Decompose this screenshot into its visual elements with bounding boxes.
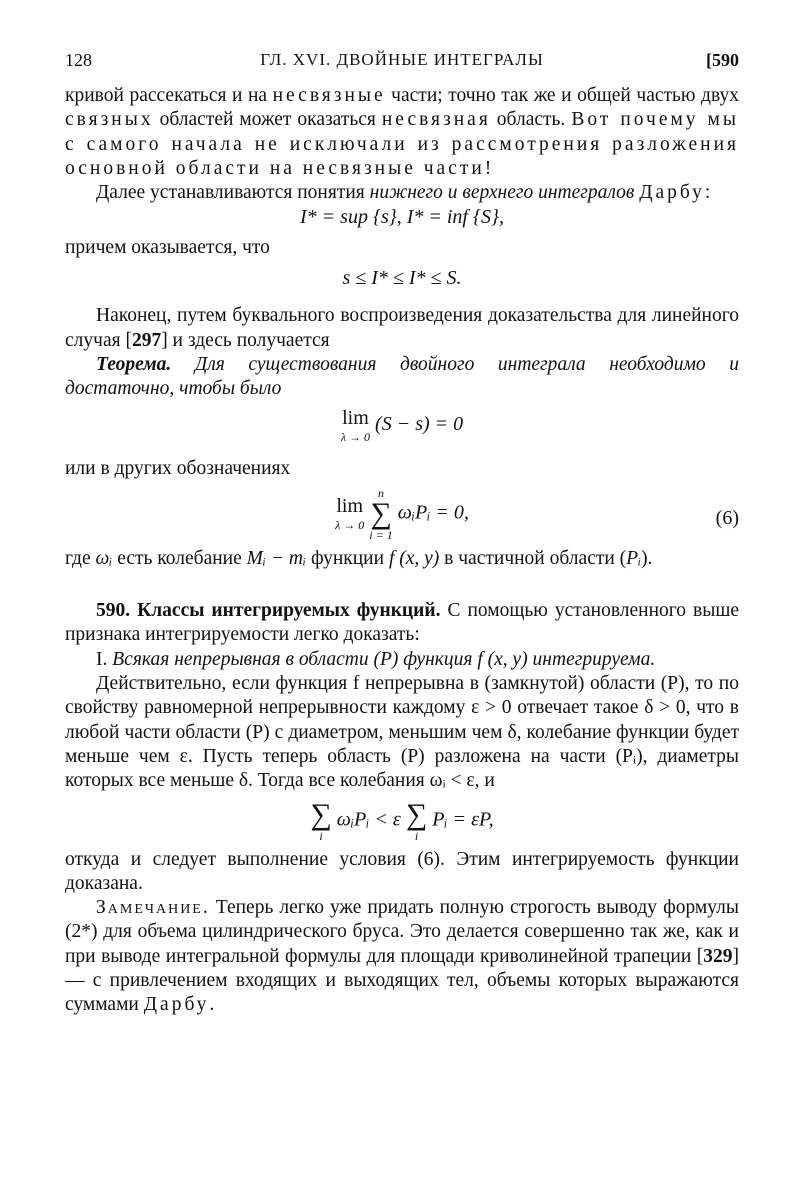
- formula-limit-S-s: lim λ → 0 (S − s) = 0: [340, 406, 464, 444]
- formula-sup-inf: I* = sup {s}, I* = inf {S},: [300, 206, 504, 229]
- formula-sum-estimate: ∑ i ωᵢPᵢ < ε ∑ i Pᵢ = εP,: [310, 797, 494, 843]
- remark: Замечание. Теперь легко уже придать полную строгость выводу формулы (2*) для объема цилиндрического бруса. Это делается совершенно так же, как и при выводе интегральной формулы для площади криволинейной трапеции [329] — с привлечением входящих и выходящих тел, объемы которых выражаются суммами Дарбу.: [65, 897, 739, 1016]
- page-number: 128: [65, 50, 92, 70]
- section-heading: 590. Классы интегрируемых функций.: [96, 600, 441, 622]
- paragraph-oscillation: где ωᵢ есть колебание Mᵢ − mᵢ функции f (x, y) в частичной области (Pᵢ).: [65, 547, 653, 569]
- paragraph-finally: Наконец, путем буквального воспроизведения доказательства для линейного случая [297] и здесь получается: [65, 305, 739, 351]
- limit-operator: lim λ → 0: [340, 406, 371, 444]
- paragraph-conclusion: откуда и следует выполнение условия (6). Этим интегрируемость функции доказана.: [65, 848, 739, 894]
- paragraph-proof: Действительно, если функция f непрерывна в (замкнутой) области (P), то по свойству равномерной непрерывности каждому ε > 0 отвечает такое δ > 0, что в любой части области (P) с диаметром, меньшим чем δ, колебание функции будет меньше чем ε. Пусть теперь область (P) разложена на части (Pᵢ), диаметры которых все меньше δ. Тогда все колебания ωᵢ < ε, и: [65, 673, 739, 792]
- sum-operator: ∑ i: [405, 797, 428, 843]
- chapter-title: ГЛ. XVI. ДВОЙНЫЕ ИНТЕГРАЛЫ: [260, 50, 544, 69]
- section-marker: [590: [706, 50, 739, 70]
- formula-inequality: s ≤ I* ≤ I* ≤ S.: [342, 267, 462, 290]
- paragraph-other-notation: или в других обозначениях: [65, 457, 291, 479]
- sum-operator: ∑ i: [310, 797, 332, 843]
- equation-number: (6): [715, 506, 739, 529]
- paragraph-it-turns-out: причем оказывается, что: [65, 236, 270, 258]
- paragraph-disconnected-parts: кривой рассекаться и на несвязные части; точно так же и общей частью двух связных областей может оказаться несвязная область. Вот почему мы с самого начала не исключали из рассмотрения разложения основной области на несвязные части!: [65, 85, 740, 179]
- limit-operator: lim λ → 0: [335, 495, 365, 533]
- remark-label: Замечание.: [96, 897, 210, 919]
- section-590: 590. Классы интегрируемых функций. С помощью установленного выше признака интегрируемости легко доказать:: [65, 600, 739, 646]
- theorem-label: Теорема.: [96, 353, 172, 375]
- running-header: [65, 40, 739, 70]
- statement-I: I. Всякая непрерывная в области (P) функция f (x, y) интегрируема.: [96, 648, 656, 670]
- sum-operator: n ∑ i = 1: [369, 485, 393, 542]
- book-page: [65, 40, 739, 1018]
- paragraph-darboux-integrals: Далее устанавливаются понятия нижнего и верхнего интегралов Дарбу:: [96, 182, 711, 204]
- formula-6: lim λ → 0 n ∑ i = 1 ωᵢPᵢ = 0, (6): [335, 485, 739, 542]
- theorem-statement: Теорема. Для существования двойного интеграла необходимо и достаточно, чтобы было: [65, 353, 739, 400]
